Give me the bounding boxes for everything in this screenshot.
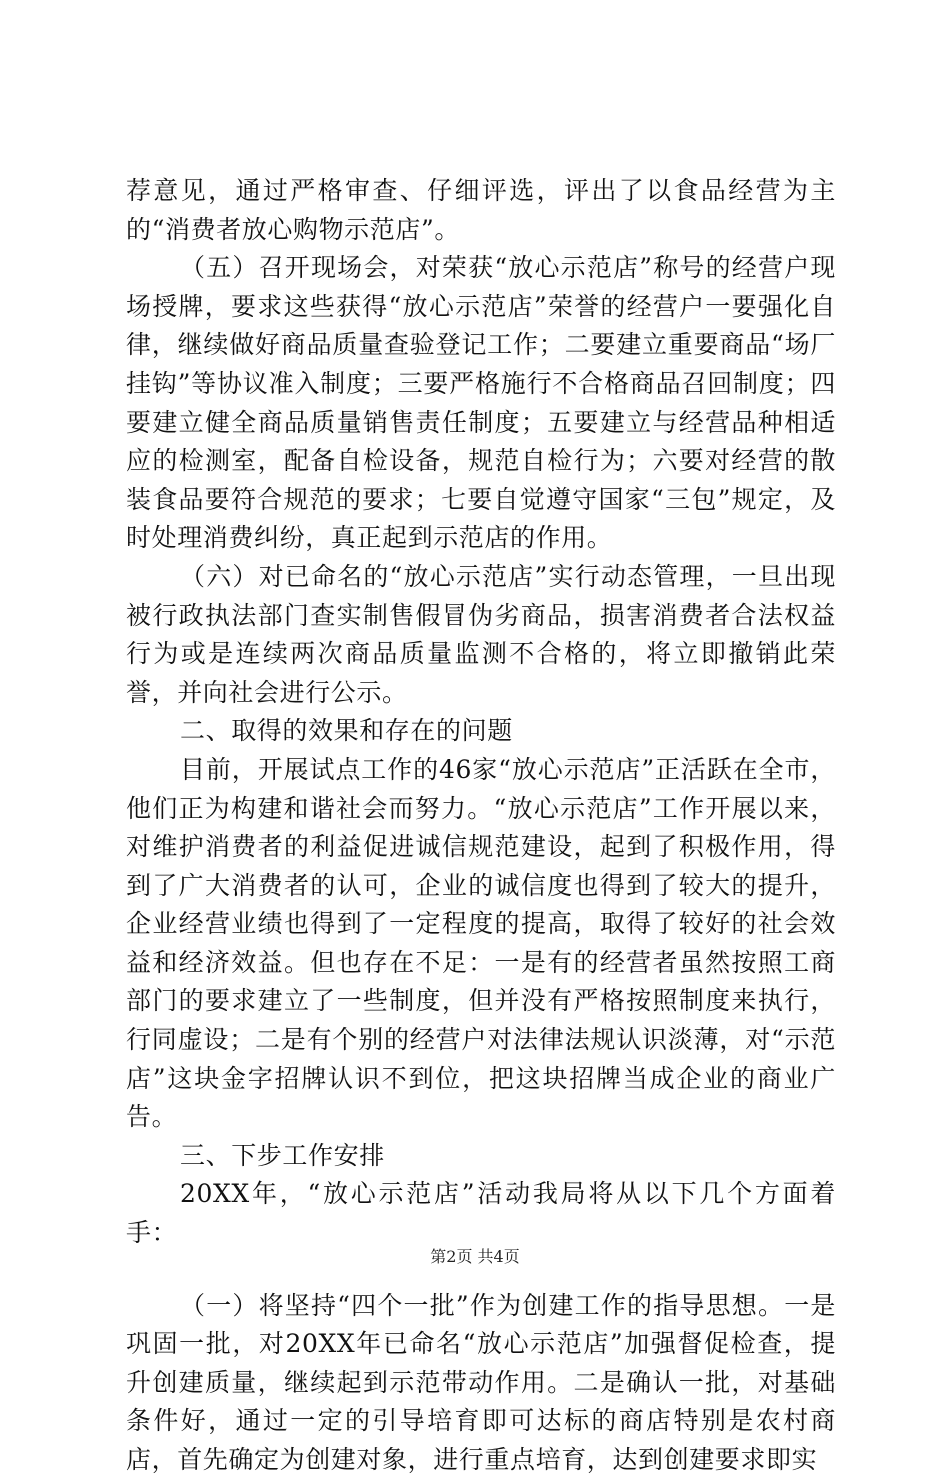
page-footer: 第2页 共4页 — [430, 1247, 520, 1266]
section-heading-3: 三、下步工作安排 — [180, 1140, 385, 1170]
paragraph-continuation: 荐意见，通过严格审查、仔细评选，评出了以食品经营为主的“消费者放心购物示范店”。 — [126, 176, 836, 244]
section-heading-2: 二、取得的效果和存在的问题 — [180, 716, 513, 746]
paragraph-plan-item-1: （一）将坚持“四个一批”作为创建工作的指导思想。一是巩固一批，对20XX年已命名“放心示范店”加强督促检查，提升创建质量，继续起到示范带动作用。二是确认一批，对基础条件好，通过一定的引导培育即可达标的商店特别是农村商店，首先确定为创建对象，进行重点培育，达到创建要求即实 — [126, 1290, 836, 1474]
paragraph-plan-intro: 20XX年，“放心示范店”活动我局将从以下几个方面着手： — [126, 1179, 836, 1248]
paragraph-item-6: （六）对已命名的“放心示范店”实行动态管理，一旦出现被行政执法部门查实制售假冒伪劣商品，损害消费者合法权益行为或是连续两次商品质量监测不合格的，将立即撤销此荣誉，并向社会进行公示。 — [126, 561, 836, 707]
document-body — [126, 172, 836, 1480]
paragraph-results: 目前，开展试点工作的46家“放心示范店”正活跃在全市，他们正为构建和谐社会而努力。“放心示范店”工作开展以来，对维护消费者的利益促进诚信规范建设，起到了积极作用，得到了广大消费者的认可，企业的诚信度也得到了较大的提升，企业经营业绩也得到了一定程度的提高，取得了较好的社会效益和经济效益。但也存在不足：一是有的经营者虽然按照工商部门的要求建立了一些制度，但并没有严格按照制度来执行，行同虚设；二是有个别的经营户对法律法规认识淡薄，对“示范店”这块金字招牌认识不到位，把这块招牌当成企业的商业广告。 — [126, 754, 836, 1132]
paragraph-item-5: （五）召开现场会，对荣获“放心示范店”称号的经营户现场授牌，要求这些获得“放心示范店”荣誉的经营户一要强化自律，继续做好商品质量查验登记工作；二要建立重要商品“场厂挂钩”等协议准入制度；三要严格施行不合格商品召回制度；四要建立健全商品质量销售责任制度；五要建立与经营品种相适应的检测室，配备自检设备，规范自检行为；六要对经营的散装食品要符合规范的要求；七要自觉遵守国家“三包”规定，及时处理消费纠纷，真正起到示范店的作用。 — [126, 253, 836, 553]
